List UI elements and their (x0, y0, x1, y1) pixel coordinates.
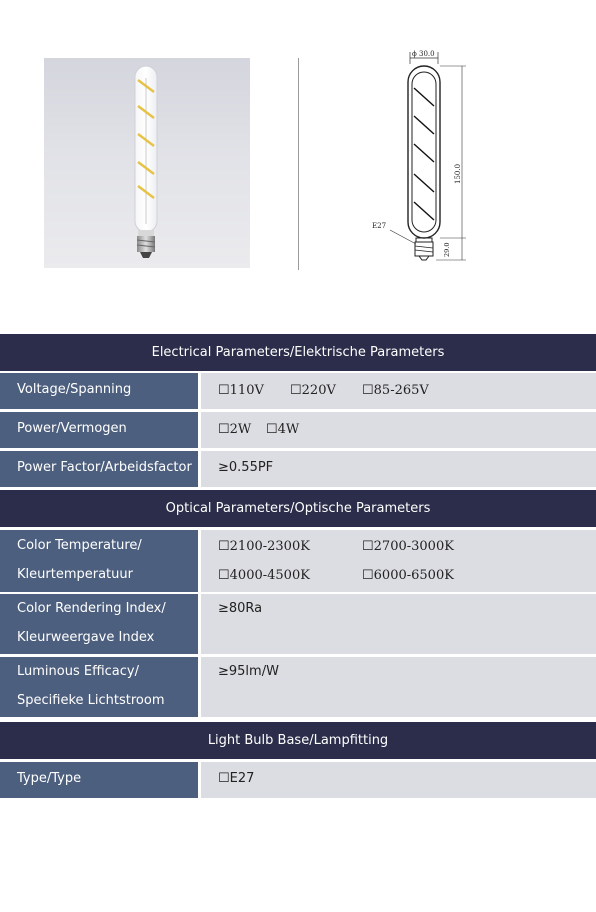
luminous-efficacy-row (0, 657, 596, 717)
color-temperature-row (0, 530, 596, 592)
power-value-cell (201, 412, 596, 448)
power-factor-row (0, 451, 596, 487)
optical-section-header: Optical Parameters/Optische Parameters (0, 490, 596, 527)
electrical-section-header: Electrical Parameters/Elektrische Parameters (0, 334, 596, 371)
power-label: Power/Vermogen (17, 421, 127, 436)
power-factor-value: ≥0.55PF (218, 460, 274, 475)
power-label-cell (0, 412, 198, 448)
color-rendering-value-cell (201, 594, 596, 654)
type-value: ☐E27 (218, 771, 255, 786)
color-temperature-label-line1: Color Temperature/ (17, 538, 142, 553)
luminous-efficacy-label-line1: Luminous Efficacy/ (17, 664, 139, 679)
color-temperature-label-line2: Kleurtemperatuur (17, 567, 133, 582)
luminous-efficacy-value: ≥95lm/W (218, 664, 279, 679)
power-option-4w: ☐4W (266, 422, 300, 437)
type-label-cell (0, 762, 198, 798)
power-row (0, 412, 596, 448)
type-row (0, 762, 596, 798)
power-factor-value-cell (201, 451, 596, 487)
luminous-efficacy-label-line2: Specifieke Lichtstroom (17, 693, 165, 708)
bulb-photo-illustration (44, 58, 250, 268)
photo-divider (298, 58, 299, 270)
base-type-label: E27 (372, 222, 387, 230)
luminous-efficacy-label-cell (0, 657, 198, 717)
luminous-efficacy-value-cell (201, 657, 596, 717)
voltage-option-220v: ☐220V (290, 383, 336, 398)
color-temp-option-2700-3000k: ☐2700-3000K (362, 539, 454, 554)
color-temp-option-2100-2300k: ☐2100-2300K (218, 539, 310, 554)
color-rendering-row (0, 594, 596, 654)
color-rendering-label-cell (0, 594, 198, 654)
color-rendering-label-line2: Kleurweergave Index (17, 630, 155, 645)
color-rendering-label-line1: Color Rendering Index/ (17, 601, 166, 616)
bulb-technical-drawing (370, 44, 480, 266)
base-height-label: 29.0 (443, 242, 451, 257)
voltage-option-110v: ☐110V (218, 383, 264, 398)
height-label: 150.0 (454, 163, 462, 184)
color-rendering-value: ≥80Ra (218, 601, 263, 616)
type-value-cell (201, 762, 596, 798)
power-factor-label: Power Factor/Arbeidsfactor (17, 460, 192, 475)
product-photo (44, 58, 250, 268)
base-section-header: Light Bulb Base/Lampfitting (0, 722, 596, 759)
color-temp-option-6000-6500k: ☐6000-6500K (362, 568, 454, 583)
voltage-label: Voltage/Spanning (17, 382, 132, 397)
power-option-2w: ☐2W (218, 422, 252, 437)
power-factor-label-cell (0, 451, 198, 487)
voltage-label-cell (0, 373, 198, 409)
type-label: Type/Type (17, 771, 82, 786)
diameter-label: ϕ 30.0 (412, 50, 435, 58)
color-temp-option-4000-4500k: ☐4000-4500K (218, 568, 310, 583)
voltage-row (0, 373, 596, 409)
voltage-option-85-265v: ☐85-265V (362, 383, 429, 398)
voltage-value-cell (201, 373, 596, 409)
color-temperature-value-cell (201, 530, 596, 592)
color-temperature-label-cell (0, 530, 198, 592)
